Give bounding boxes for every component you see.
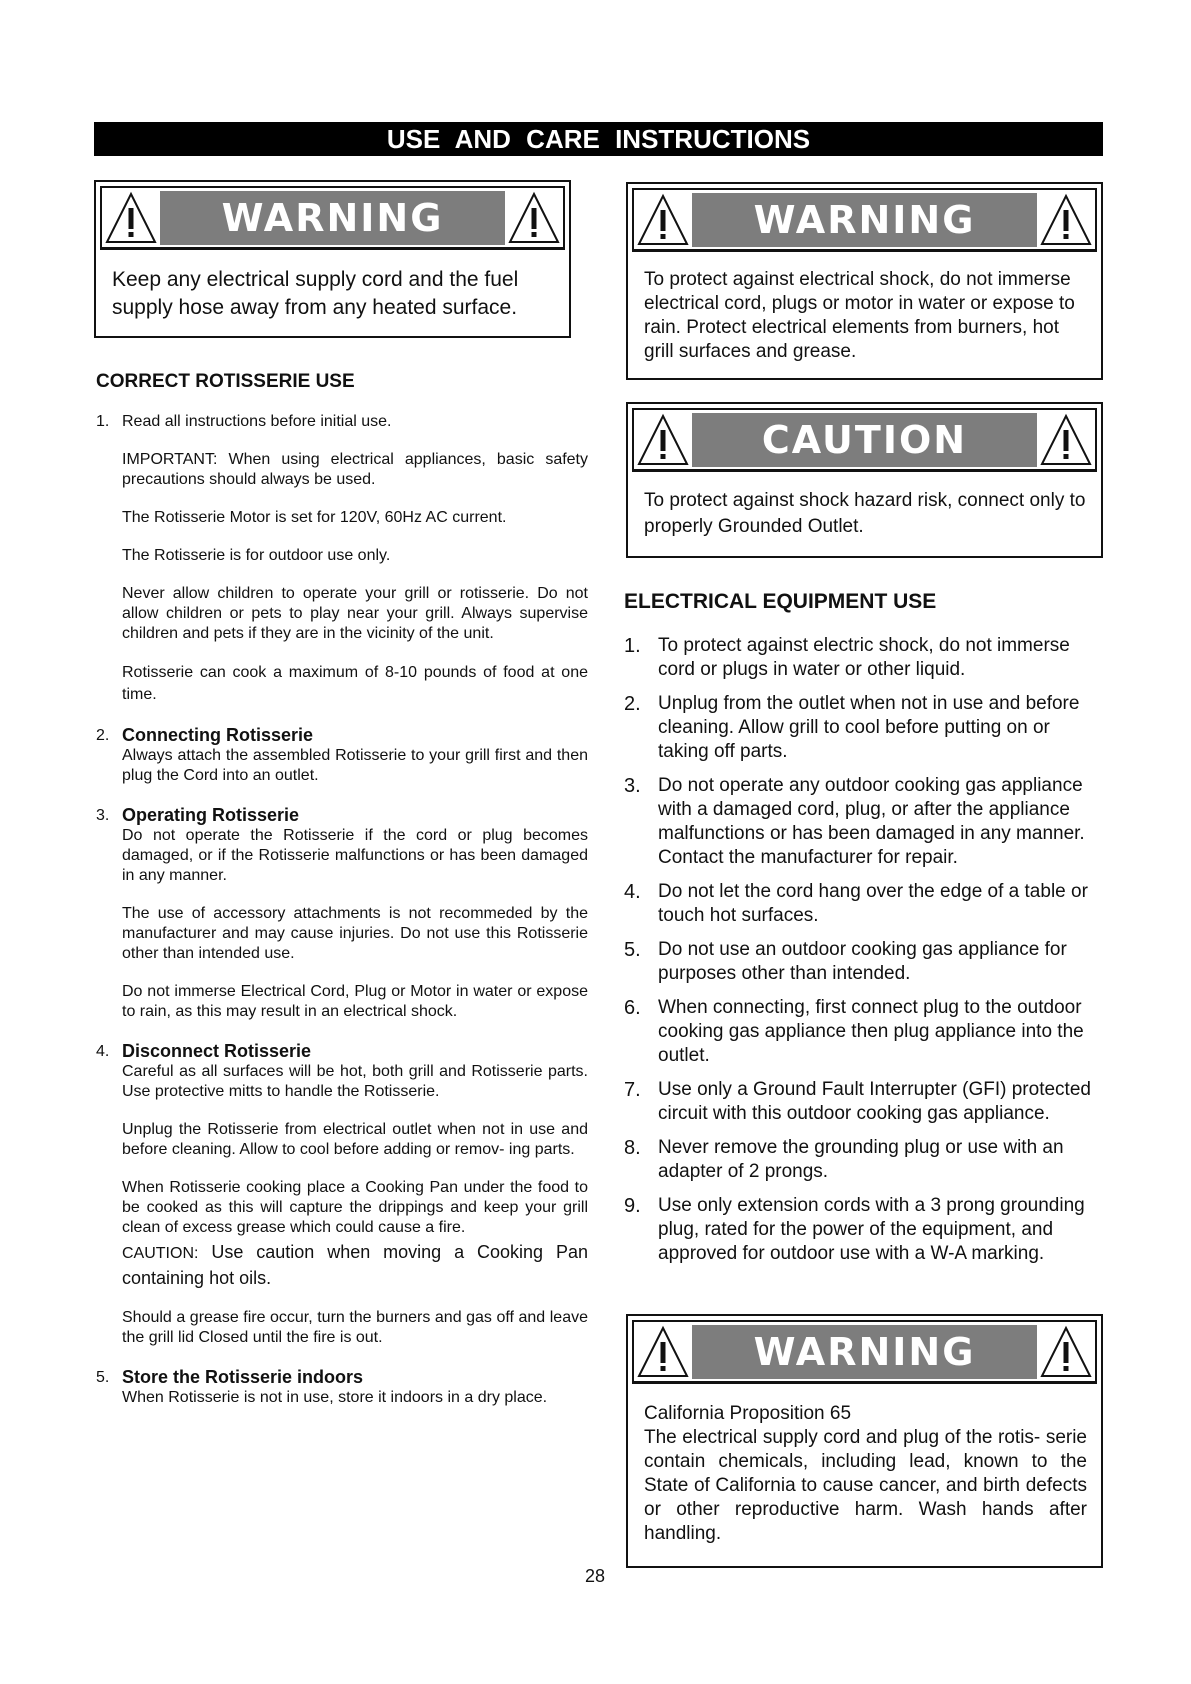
paragraph: Careful as all surfaces will be hot, both grill and Rotisserie parts. Use protective mitts to handle the Rotisserie. — [122, 1063, 588, 1100]
warning-text: Keep any electrical supply cord and the fuel supply hose away from any heated surface. — [112, 268, 519, 319]
item-number: 5. — [624, 939, 641, 961]
warning-box-electrical-shock — [626, 182, 1103, 380]
warning-triangle-icon — [1037, 410, 1095, 470]
list-item — [624, 634, 1104, 682]
paragraph: Should a grease fire occur, turn the burners and gas off and leave the grill lid Closed until the fire is out. — [122, 1309, 588, 1346]
warning-text: To protect against electrical shock, do not immerse electrical cord, plugs or motor in water or expose to rain. Protect electrical elements from burners, hot grill surfaces and grease. — [644, 269, 1075, 362]
paragraph: Unplug the Rotisserie from electrical outlet when not in use and before cleaning. Allow to cool before adding or remov- ing parts. — [122, 1121, 588, 1158]
warning-heading: California Proposition 65 — [644, 1403, 852, 1424]
warning-banner — [100, 186, 565, 250]
paragraph: The Rotisserie is for outdoor use only. — [122, 547, 391, 564]
warning-text: The electrical supply cord and plug of the rotis- serie contain chemicals, including lead, known to the State of California to cause cancer, and birth defects or other reproductive harm. Wash hands after handling. — [644, 1427, 1087, 1544]
item-number: 3. — [624, 775, 641, 797]
caution-note — [122, 1240, 588, 1290]
item-number: 4. — [624, 881, 641, 903]
item-title: Store the Rotisserie indoors — [122, 1367, 364, 1387]
item-text: Do not operate any outdoor cooking gas appliance with a damaged cord, plug, or after the appliance malfunctions or has been damaged in any manner. Contact the manufacturer for repair. — [658, 775, 1085, 868]
item-text: Unplug from the outlet when not in use and before cleaning. Allow grill to cool before putting on or taking off parts. — [658, 693, 1080, 762]
caution-note-text: Use caution when moving a Cooking Pan containing hot oils. — [122, 1242, 588, 1288]
electrical-list — [624, 634, 1104, 1276]
item-number: 1. — [624, 635, 641, 657]
paragraph: The use of accessory attachments is not recommeded by the manufacturer and may cause injuries. Do not use this Rotisserie other than intended use. — [122, 905, 588, 962]
item-text: To protect against electric shock, do not immerse cord or plugs in water or other liquid. — [658, 635, 1070, 680]
list-item — [96, 1040, 588, 1366]
list-item — [624, 996, 1104, 1068]
list-item — [624, 938, 1104, 986]
item-number: 8. — [624, 1137, 641, 1159]
warning-content — [644, 1402, 1087, 1546]
item-text: When connecting, first connect plug to the outdoor cooking gas appliance then plug appliance into the outlet. — [658, 997, 1084, 1066]
paragraph: Do not immerse Electrical Cord, Plug or Motor in water or expose to rain, as this may result in an electrical shock. — [122, 983, 588, 1020]
warning-triangle-icon — [634, 1322, 692, 1382]
list-item — [624, 774, 1104, 870]
item-number: 7. — [624, 1079, 641, 1101]
list-item — [624, 880, 1104, 928]
caution-note-label: CAUTION: — [122, 1245, 199, 1262]
warning-banner — [632, 188, 1097, 252]
page-number: 28 — [584, 1566, 606, 1586]
paragraph: Never allow children to operate your grill or rotisserie. Do not allow children or pets to play near your grill. Always supervise children and pets if they are in the vicinity of the unit. — [122, 585, 588, 642]
paragraph: The Rotisserie Motor is set for 120V, 60Hz AC current. — [122, 509, 507, 526]
warning-banner — [632, 1320, 1097, 1384]
item-number: 3. — [96, 807, 110, 824]
item-text: Use only extension cords with a 3 prong grounding plug, rated for the power of the equipment, and approved for outdoor use with a W-A marking. — [658, 1195, 1085, 1264]
list-item — [96, 412, 588, 724]
caution-text: To protect against shock hazard risk, connect only to properly Grounded Outlet. — [644, 490, 1086, 537]
list-item — [624, 1136, 1104, 1184]
warning-box-prop65 — [626, 1314, 1103, 1568]
list-item — [624, 692, 1104, 764]
warning-triangle-icon — [634, 190, 692, 250]
section-heading: ELECTRICAL EQUIPMENT USE — [624, 590, 937, 613]
warning-label: WARNING — [692, 1325, 1037, 1379]
warning-triangle-icon — [102, 188, 160, 248]
paragraph: IMPORTANT: When using electrical appliances, basic safety precautions should always be used. — [122, 451, 588, 488]
warning-triangle-icon — [634, 410, 692, 470]
caution-label: CAUTION — [692, 413, 1037, 467]
item-text: Do not let the cord hang over the edge of a table or touch hot surfaces. — [658, 881, 1088, 926]
item-title: Connecting Rotisserie — [122, 725, 314, 745]
item-number: 6. — [624, 997, 641, 1019]
paragraph: Do not operate the Rotisserie if the cord or plug becomes damaged, or if the Rotisserie malfunctions or has been damaged in any manner. — [122, 827, 588, 884]
item-text: Use only a Ground Fault Interrupter (GFI) protected circuit with this outdoor cooking gas appliance. — [658, 1079, 1091, 1124]
section-heading: CORRECT ROTISSERIE USE — [96, 371, 355, 392]
item-title: Operating Rotisserie — [122, 805, 300, 825]
list-item — [96, 804, 588, 1040]
item-number: 1. — [96, 413, 110, 430]
warning-triangle-icon — [505, 188, 563, 248]
item-title: Disconnect Rotisserie — [122, 1041, 312, 1061]
page-title: USE AND CARE INSTRUCTIONS — [94, 122, 1103, 156]
rotisserie-section — [96, 372, 588, 1426]
caution-box-grounded-outlet — [626, 402, 1103, 558]
warning-label: WARNING — [692, 193, 1037, 247]
item-lead: Read all instructions before initial use. — [122, 413, 392, 430]
paragraph: Rotisserie can cook a maximum of 8-10 pounds of food at one time. — [122, 664, 588, 703]
item-number: 9. — [624, 1195, 641, 1217]
list-item — [96, 724, 588, 804]
warning-triangle-icon — [1037, 1322, 1095, 1382]
list-item — [96, 1366, 588, 1426]
item-number: 2. — [96, 727, 110, 744]
item-text: Do not use an outdoor cooking gas appliance for purposes other than intended. — [658, 939, 1067, 984]
item-number: 4. — [96, 1043, 110, 1060]
item-text: Never remove the grounding plug or use with an adapter of 2 prongs. — [658, 1137, 1064, 1182]
paragraph: When Rotisserie cooking place a Cooking Pan under the food to be cooked as this will capture the drippings and keep your grill clean of excess grease which could cause a fire. — [122, 1179, 588, 1236]
warning-box-cord — [94, 180, 571, 338]
item-number: 2. — [624, 693, 641, 715]
warning-triangle-icon — [1037, 190, 1095, 250]
paragraph: When Rotisserie is not in use, store it indoors in a dry place. — [122, 1389, 548, 1406]
paragraph: Always attach the assembled Rotisserie to your grill first and then plug the Cord into an outlet. — [122, 747, 588, 784]
list-item — [624, 1078, 1104, 1126]
caution-banner — [632, 408, 1097, 472]
warning-label: WARNING — [160, 191, 505, 245]
list-item — [624, 1194, 1104, 1266]
item-number: 5. — [96, 1369, 110, 1386]
